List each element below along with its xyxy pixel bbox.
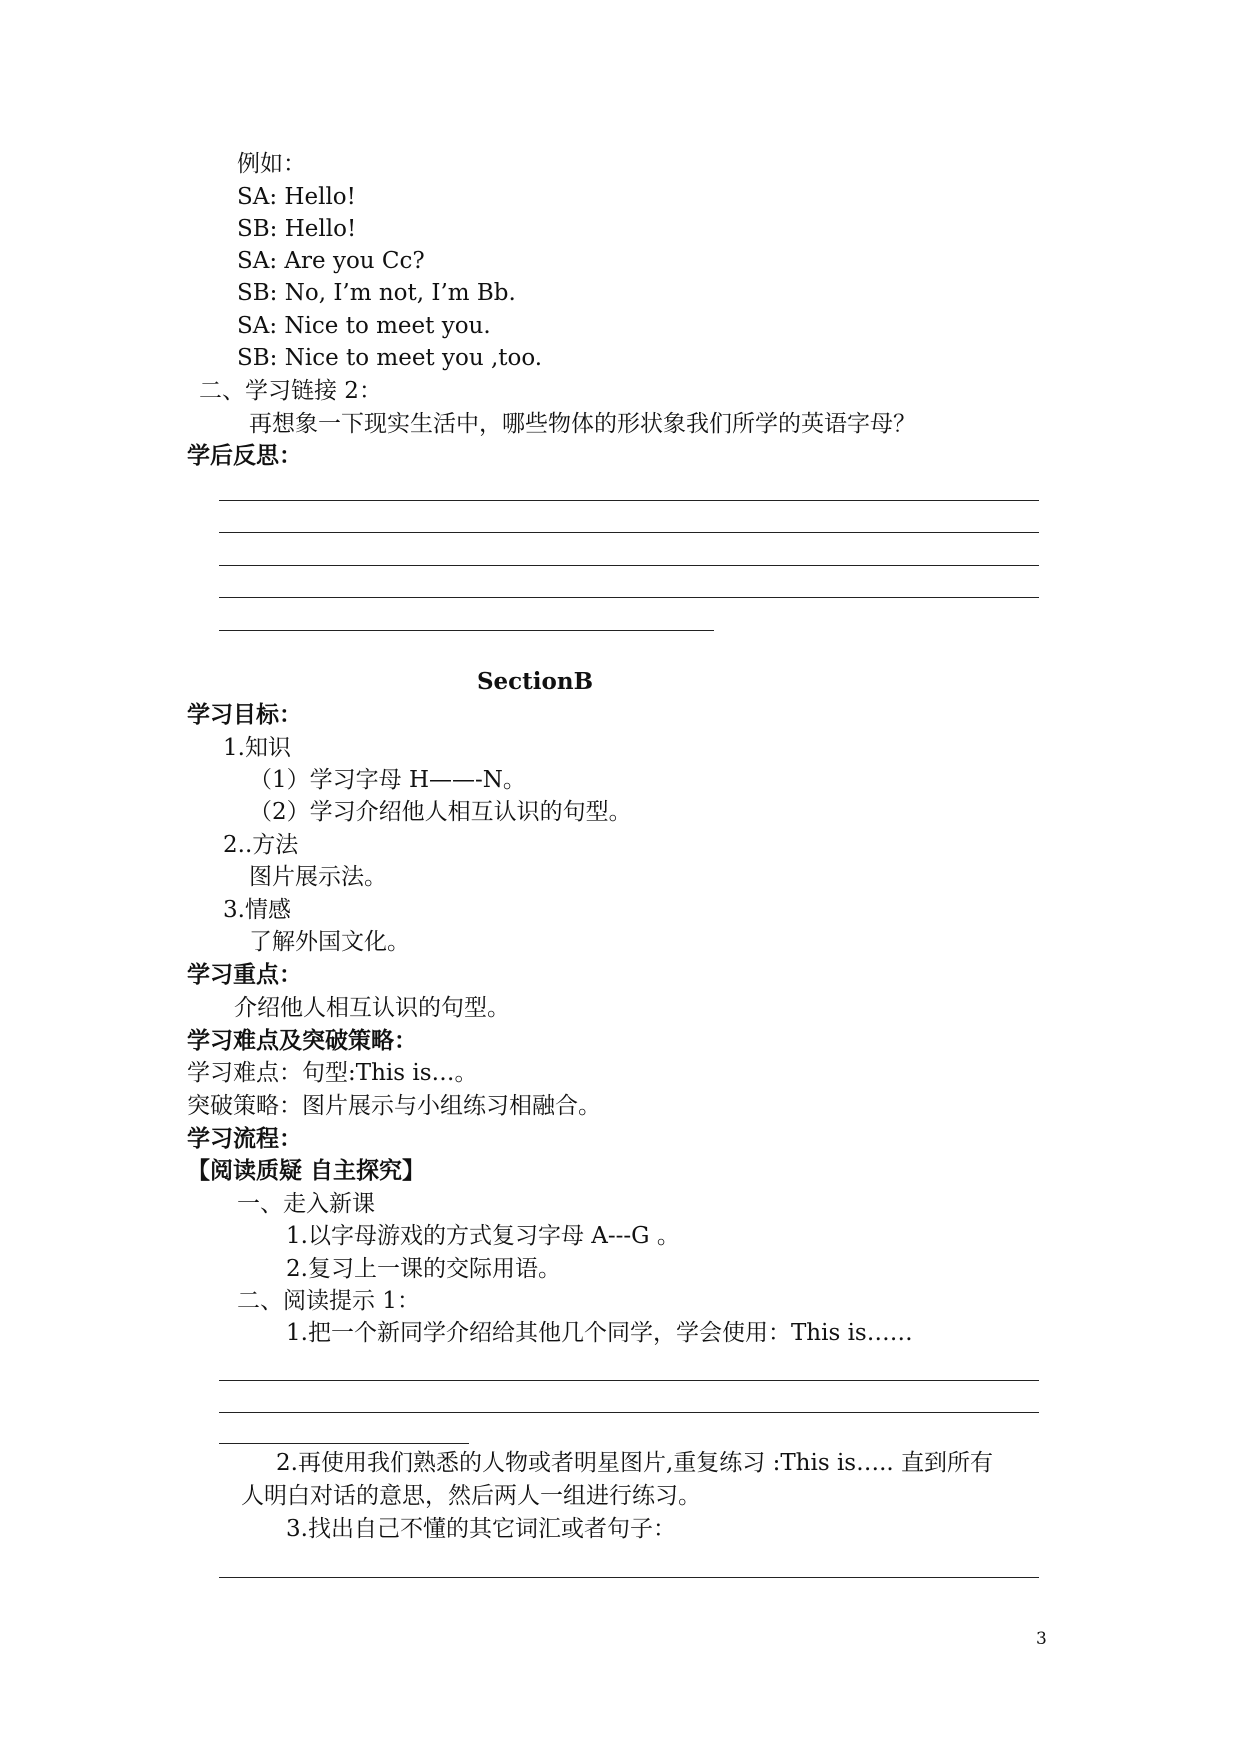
part2-heading: 二、阅读提示 1： <box>237 1288 420 1314</box>
dialogue-line: SA: Hello! <box>237 184 356 210</box>
knowledge-label: 1.知识 <box>223 735 291 761</box>
part2-item-2: 2.再使用我们熟悉的人物或者明星图片,重复练习 :This is….. 直到所有 <box>276 1450 994 1476</box>
goals-heading: 学习目标： <box>187 701 302 728</box>
answer-line <box>219 1412 1039 1413</box>
part1-item: 2.复习上一课的交际用语。 <box>286 1256 561 1282</box>
part2-item-1: 1.把一个新同学介绍给其他几个同学，学会使用：This is…… <box>286 1320 913 1346</box>
example-heading: 例如： <box>237 151 306 177</box>
method-text: 图片展示法。 <box>249 864 387 890</box>
strategy-text: 突破策略：图片展示与小组练习相融合。 <box>187 1093 601 1119</box>
knowledge-item: （1）学习字母 H——-N。 <box>249 767 526 793</box>
part1-item: 1.以字母游戏的方式复习字母 A---G 。 <box>286 1223 680 1249</box>
answer-line <box>219 1443 469 1444</box>
part2-item-3: 3.找出自己不懂的其它词汇或者句子： <box>286 1516 676 1542</box>
flow-heading: 学习流程： <box>187 1125 302 1152</box>
section-title: SectionB <box>476 668 594 695</box>
knowledge-item: （2）学习介绍他人相互认识的句型。 <box>249 799 632 825</box>
page-number: 3 <box>1036 1629 1047 1649</box>
answer-line <box>219 565 1039 566</box>
dialogue-line: SB: Hello! <box>237 216 357 242</box>
difficulty-heading: 学习难点及突破策略： <box>187 1027 417 1054</box>
key-text: 介绍他人相互认识的句型。 <box>234 995 510 1021</box>
method-label: 2..方法 <box>223 832 299 858</box>
answer-line <box>219 532 1039 533</box>
dialogue-line: SA: Are you Cc? <box>237 248 425 274</box>
bracket-heading: 【阅读质疑 自主探究】 <box>187 1157 426 1184</box>
part2-item-2-cont: 人明白对话的意思，然后两人一组进行练习。 <box>241 1483 701 1509</box>
emotion-text: 了解外国文化。 <box>249 929 410 955</box>
key-heading: 学习重点： <box>187 961 302 988</box>
reflection-heading: 学后反思： <box>187 442 302 469</box>
answer-line <box>219 630 714 631</box>
dialogue-line: SB: No, I’m not, I’m Bb. <box>237 280 516 306</box>
link2-heading: 二、学习链接 2： <box>199 378 382 404</box>
dialogue-line: SA: Nice to meet you. <box>237 313 491 339</box>
emotion-label: 3.情感 <box>223 897 291 923</box>
difficulty-text: 学习难点：句型:This is…。 <box>187 1060 478 1086</box>
link2-text: 再想象一下现实生活中，哪些物体的形状象我们所学的英语字母？ <box>249 411 916 437</box>
answer-line <box>219 1577 1039 1578</box>
dialogue-line: SB: Nice to meet you ,too. <box>237 345 543 371</box>
part1-heading: 一、走入新课 <box>237 1191 375 1217</box>
answer-line <box>219 597 1039 598</box>
answer-line <box>219 1380 1039 1381</box>
answer-line <box>219 500 1039 501</box>
